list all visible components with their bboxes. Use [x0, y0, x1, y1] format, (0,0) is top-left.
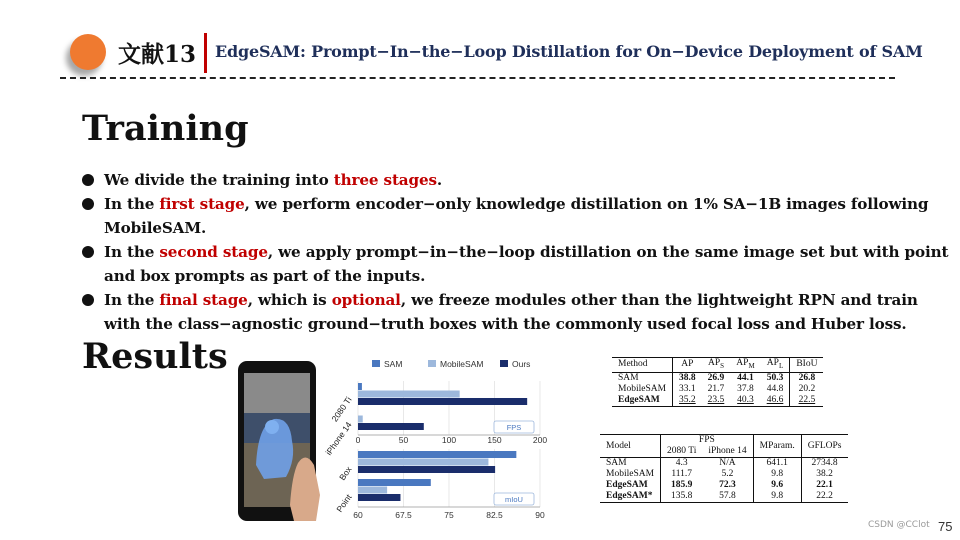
- metric-label: FPS: [506, 423, 522, 432]
- table-cell: 135.8: [661, 491, 703, 503]
- table-cell: MobileSAM: [600, 469, 661, 480]
- bullet-text: .: [436, 171, 443, 189]
- column-subheader: iPhone 14: [702, 446, 753, 458]
- tick-label: 82.5: [486, 510, 503, 520]
- table-cell: 2734.8: [811, 458, 838, 468]
- column-header: [790, 358, 824, 373]
- bullet-dot-icon: [82, 198, 94, 210]
- ap-results-table-wrap: [612, 357, 823, 407]
- bar: [358, 494, 400, 501]
- column-header-text: Method: [618, 359, 648, 370]
- table-cell: 22.2: [801, 491, 847, 503]
- table-cell: 26.9: [707, 372, 725, 383]
- table-cell: 22.5: [790, 395, 824, 407]
- column-header-subscript: S: [720, 361, 725, 370]
- column-header-text: BIoU: [796, 359, 818, 370]
- category-label: Box: [337, 464, 354, 483]
- column-header: [702, 358, 731, 373]
- column-header: [612, 358, 673, 373]
- training-heading: Training: [82, 108, 249, 149]
- orange-circle-icon: [70, 34, 106, 70]
- table-cell: 185.9: [671, 480, 693, 490]
- training-bullet-list: [82, 168, 952, 336]
- table-cell: 21.7: [707, 383, 725, 394]
- table-cell: 9.6: [753, 480, 801, 491]
- table-cell: 26.8: [798, 372, 816, 383]
- fps-miou-figure: [234, 355, 560, 525]
- highlight-text: second stage: [159, 243, 268, 261]
- highlight-text: three stages: [333, 171, 437, 189]
- table-cell: 44.8: [761, 384, 790, 395]
- tick-label: 100: [441, 435, 457, 445]
- bullet-item: [82, 288, 952, 336]
- table-cell: 38.8: [679, 372, 696, 383]
- table-row: [600, 480, 848, 491]
- table-cell: N/A: [702, 458, 753, 470]
- bullet-text: In the: [104, 243, 160, 261]
- bar: [358, 398, 527, 405]
- highlight-text: final stage: [159, 291, 248, 309]
- bullet-text: , we freeze modules other than the lightweight RPN and train with the class−agnostic ground−truth boxes with the commonly used focal loss and Huber loss.: [104, 291, 918, 333]
- bar: [358, 459, 488, 466]
- column-header: [730, 358, 760, 373]
- bullet-text: , we perform encoder−only knowledge distillation on 1% SA−1B images following MobileSAM.: [104, 195, 929, 237]
- tick-label: 50: [398, 435, 409, 445]
- category-label: 2080 Ti: [329, 394, 354, 424]
- table-cell: MobileSAM: [612, 384, 673, 395]
- bullet-text: In the: [104, 291, 160, 309]
- tick-label: 150: [487, 435, 502, 445]
- bullet-text: In the: [104, 195, 160, 213]
- bullet-item: [82, 168, 952, 192]
- column-header: MParam.: [753, 435, 801, 458]
- tick-label: 60: [353, 510, 363, 520]
- legend-swatch: [500, 360, 508, 367]
- highlight-text: first stage: [159, 195, 245, 213]
- tick-label: 67.5: [395, 510, 412, 520]
- tick-label: 90: [535, 510, 545, 520]
- watermark-credit: CSDN @CClot: [868, 520, 930, 530]
- table-cell: SAM: [612, 372, 673, 384]
- column-header: GFLOPs: [801, 435, 847, 458]
- bar: [358, 383, 362, 390]
- page-number: 75: [938, 519, 953, 534]
- table-cell: 44.1: [737, 372, 754, 383]
- tick-label: 75: [444, 510, 454, 520]
- column-header-subscript: M: [748, 361, 755, 370]
- table-cell: EdgeSAM: [600, 480, 661, 491]
- column-header: [673, 358, 702, 373]
- column-header-text: AP: [707, 358, 721, 368]
- table-row: [600, 491, 848, 503]
- bar: [358, 487, 387, 494]
- fps-results-table-wrap: [600, 434, 848, 503]
- table-cell: 37.8: [737, 383, 754, 394]
- table-cell: 35.2: [673, 395, 702, 407]
- table-header-row: [600, 435, 848, 447]
- metric-label: mIoU: [505, 495, 523, 504]
- bar-chart-area: [323, 359, 547, 520]
- bar: [358, 451, 516, 458]
- table-cell: 46.6: [761, 395, 790, 407]
- legend-swatch: [372, 360, 380, 367]
- table-cell: 57.8: [702, 491, 753, 503]
- table-cell: 38.2: [816, 469, 833, 479]
- table-cell: 50.3: [761, 372, 790, 384]
- category-label: Point: [334, 492, 354, 515]
- header-divider: [204, 33, 207, 73]
- table-cell: 9.8: [753, 469, 801, 480]
- bullet-text: , we apply prompt−in−the−loop distillation on the same image set but with point and box prompts as part of the inputs.: [104, 243, 949, 285]
- column-header: Model: [600, 435, 661, 458]
- table-cell: 641.1: [753, 458, 801, 470]
- table-cell: 5.2: [702, 469, 753, 480]
- table-row: [612, 395, 823, 407]
- table-row: [612, 372, 823, 384]
- highlight-text: optional: [331, 291, 401, 309]
- table-cell: EdgeSAM: [612, 395, 673, 407]
- table-cell: 40.3: [730, 395, 760, 407]
- phone-illustration: [238, 361, 320, 521]
- reference-label: 文献13: [118, 41, 197, 68]
- bullet-text: , which is: [247, 291, 332, 309]
- table-cell: 111.7: [671, 469, 693, 479]
- legend-label: Ours: [512, 359, 531, 369]
- table-cell: 20.2: [798, 383, 816, 394]
- bar: [358, 391, 460, 398]
- column-header-text: AP: [736, 358, 749, 368]
- results-heading: Results: [82, 336, 228, 377]
- legend-swatch: [428, 360, 436, 367]
- column-header: FPS: [661, 435, 754, 447]
- bullet-dot-icon: [82, 174, 94, 186]
- bullet-item: [82, 240, 952, 288]
- dashed-separator: [60, 77, 895, 79]
- tick-label: 0: [355, 435, 361, 445]
- bullet-item: [82, 192, 952, 240]
- tick-label: 200: [532, 435, 548, 445]
- table-cell: 33.1: [679, 383, 696, 394]
- category-label: iPhone 14: [323, 419, 354, 458]
- table-row: [612, 384, 823, 395]
- slide-header: [0, 0, 960, 90]
- legend-label: MobileSAM: [440, 359, 484, 369]
- table-row: [600, 458, 848, 470]
- table-header-row: [612, 358, 823, 373]
- legend-label: SAM: [384, 359, 403, 369]
- table-cell: 4.3: [675, 458, 688, 468]
- column-subheader: 2080 Ti: [661, 446, 703, 458]
- paper-title: EdgeSAM: Prompt−In−the−Loop Distillation for On−Device Deployment of SAM: [215, 42, 923, 61]
- bullet-dot-icon: [82, 294, 94, 306]
- table-cell: 23.5: [702, 395, 731, 407]
- table-cell: 72.3: [702, 480, 753, 491]
- column-header-text: AP: [766, 358, 779, 368]
- bar: [358, 466, 495, 473]
- table-cell: 22.1: [816, 480, 833, 490]
- table-row: [600, 469, 848, 480]
- fps-results-table: [600, 434, 848, 503]
- column-header-subscript: L: [778, 361, 784, 370]
- table-cell: 9.8: [753, 491, 801, 503]
- bullet-text: We divide the training into: [104, 171, 334, 189]
- table-cell: SAM: [600, 458, 661, 470]
- bar: [358, 416, 363, 423]
- ap-results-table: [612, 357, 823, 407]
- table-cell: EdgeSAM*: [600, 491, 661, 503]
- column-header-text: AP: [681, 359, 694, 370]
- bullet-dot-icon: [82, 246, 94, 258]
- column-header: [761, 358, 790, 373]
- bar: [358, 479, 431, 486]
- bar: [358, 423, 424, 430]
